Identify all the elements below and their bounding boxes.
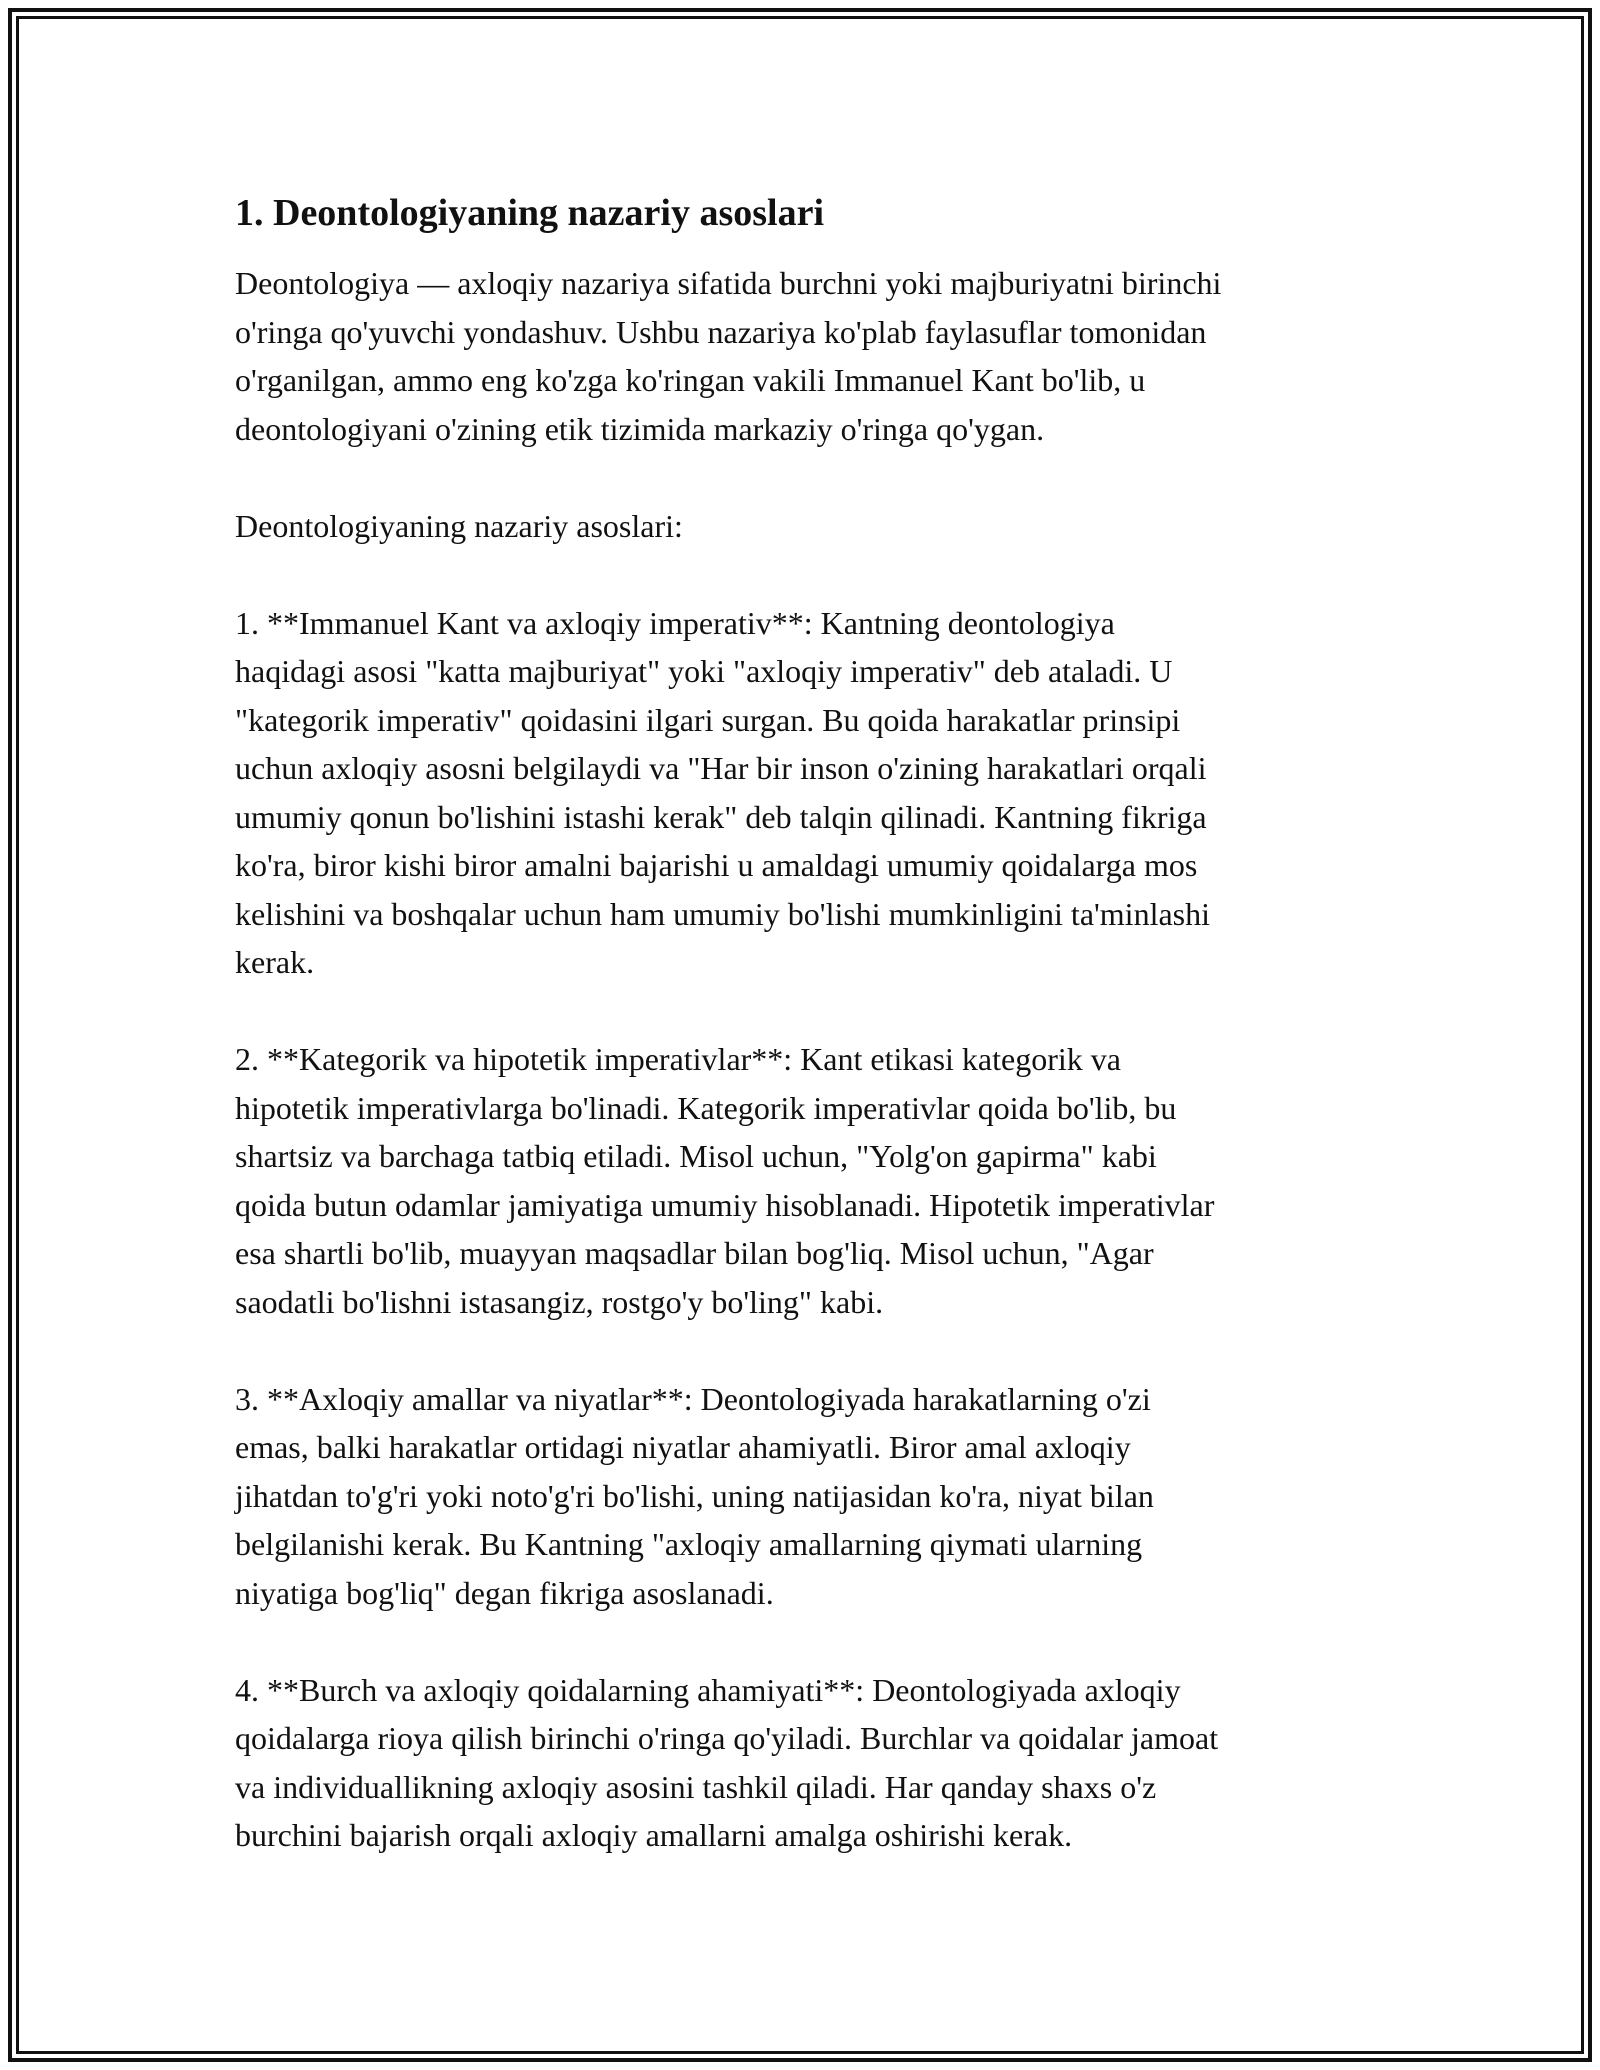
paragraph-line: 4. **Burch va axloqiy qoidalarning ahamiyati**: Deontologiyada axloqiy	[235, 1671, 1181, 1708]
paragraph	[235, 599, 1375, 987]
paragraph	[235, 502, 1375, 551]
paragraph-line: 3. **Axloqiy amallar va niyatlar**: Deontologiyada harakatlarning o'zi	[235, 1380, 1151, 1417]
paragraph	[235, 1375, 1375, 1618]
paragraph-line: qoidalarga rioya qilish birinchi o'ringa qo'yiladi. Burchlar va qoidalar jamoat	[235, 1720, 1219, 1756]
paragraph-line: 2. **Kategorik va hipotetik imperativlar**: Kant etikasi kategorik va	[235, 1041, 1121, 1077]
paragraph	[235, 259, 1375, 453]
paragraph-line: va individuallikning axloqiy asosini tashkil qiladi. Har qanday shaxs o'z	[235, 1768, 1157, 1805]
paragraph-line: Deontologiyaning nazariy asoslari:	[235, 507, 683, 544]
document-title: 1. Deontologiyaning nazariy asoslari	[235, 192, 825, 234]
paragraph-line: kelishini va boshqalar uchun ham umumiy bo'lishi mumkinligini ta'minlashi	[235, 895, 1210, 932]
paragraph-line: haqidagi asosi "katta majburiyat" yoki "axloqiy imperativ" deb ataladi. U	[235, 653, 1173, 689]
paragraph-line: kerak.	[235, 944, 315, 980]
paragraph-line: "kategorik imperativ" qoidasini ilgari surgan. Bu qoida harakatlar prinsipi	[235, 701, 1181, 738]
paragraph-line: o'rganilgan, ammo eng ko'zga ko'ringan vakili Immanuel Kant bo'lib, u	[235, 362, 1146, 398]
document-body	[235, 185, 1375, 1908]
paragraph-line: shartsiz va barchaga tatbiq etiladi. Misol uchun, "Yolg'on gapirma" kabi	[235, 1138, 1157, 1174]
paragraph-line: o'ringa qo'yuvchi yondashuv. Ushbu nazariya ko'plab faylasuflar tomonidan	[235, 313, 1207, 350]
paragraph-line: esa shartli bo'lib, muayyan maqsadlar bilan bog'liq. Misol uchun, "Agar	[235, 1235, 1154, 1271]
paragraph-line: jihatdan to'g'ri yoki noto'g'ri bo'lishi, uning natijasidan ko'ra, niyat bilan	[235, 1477, 1154, 1514]
paragraph-line: 1. **Immanuel Kant va axloqiy imperativ**: Kantning deontologiya	[235, 604, 1115, 641]
paragraph-line: uchun axloqiy asosni belgilaydi va "Har bir inson o'zining harakatlari orqali	[235, 750, 1207, 786]
paragraph-list	[235, 259, 1375, 1860]
paragraph	[235, 1035, 1375, 1326]
paragraph-line: deontologiyani o'zining etik tizimida markaziy o'ringa qo'ygan.	[235, 410, 1045, 447]
paragraph-line: saodatli bo'lishni istasangiz, rostgo'y bo'ling" kabi.	[235, 1283, 884, 1320]
paragraph-line: hipotetik imperativlarga bo'linadi. Kategorik imperativlar qoida bo'lib, bu	[235, 1089, 1177, 1126]
paragraph-line: ko'ra, biror kishi biror amalni bajarishi u amaldagi umumiy qoidalarga mos	[235, 847, 1198, 883]
paragraph	[235, 1666, 1375, 1860]
paragraph-line: burchini bajarish orqali axloqiy amallarni amalga oshirishi kerak.	[235, 1817, 1073, 1853]
paragraph-line: qoida butun odamlar jamiyatiga umumiy hisoblanadi. Hipotetik imperativlar	[235, 1186, 1215, 1223]
paragraph-line: niyatiga bog'liq" degan fikriga asoslanadi.	[235, 1574, 774, 1611]
paragraph-line: belgilanishi kerak. Bu Kantning "axloqiy amallarning qiymati ularning	[235, 1526, 1143, 1562]
paragraph-line: Deontologiya — axloqiy nazariya sifatida burchni yoki majburiyatni birinchi	[235, 265, 1222, 301]
paragraph-line: umumiy qonun bo'lishini istashi kerak" deb talqin qilinadi. Kantning fikriga	[235, 798, 1207, 835]
paragraph-line: emas, balki harakatlar ortidagi niyatlar ahamiyatli. Biror amal axloqiy	[235, 1429, 1131, 1465]
